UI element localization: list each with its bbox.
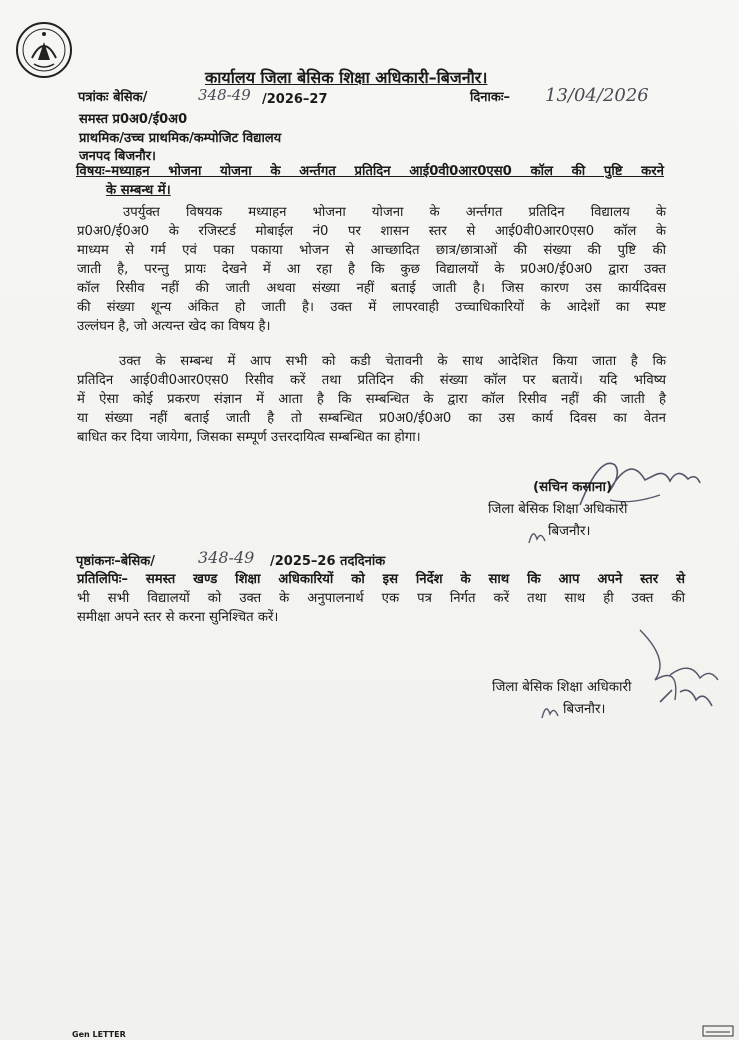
para1-line: उल्लंघन है, जो अत्यन्त खेद का विषय है। xyxy=(77,319,271,334)
copy-line: समीक्षा अपने स्तर से करना सुनिश्चित करें। xyxy=(77,610,279,625)
signatory-place: बिजनौर। xyxy=(548,524,591,539)
ref-year: /2026–27 xyxy=(262,92,328,107)
para2-line: में ऐसा कोई प्रकरण संज्ञान में आता है कि सम्बन्धित के द्वारा कॉल रिसीव नहीं की जाती है xyxy=(77,392,666,407)
endorsement-ref-suffix: /2025–26 तददिनांक xyxy=(270,554,386,569)
initial-mark-1 xyxy=(525,525,549,547)
copy-line: भी सभी विद्यालयों को उक्त के अनुपालनार्थ एक पत्र निर्गत करें तथा साथ ही उक्त की xyxy=(77,591,685,606)
addressee-line-3: जनपद बिजनौर। xyxy=(79,149,156,164)
body-paragraph-2 xyxy=(77,352,666,447)
para1-line: प्र0अ0/ई0अ0 के रजिस्टर्ड मोबाईल नं0 पर शासन स्तर से आई0वी0आर0एस0 कॉल के xyxy=(77,224,666,239)
signatory-designation: जिला बेसिक शिक्षा अधिकारी xyxy=(488,502,628,517)
initial-mark-2 xyxy=(538,700,562,722)
para2-line: प्रतिदिन आई0वी0आर0एस0 रिसीव करें तथा प्रतिदिन की संख्या कॉल पर बतायें। यदि भविष्य xyxy=(77,373,666,388)
date-handwritten: 13/04/2026 xyxy=(545,85,649,106)
date-label: दिनाकः– xyxy=(470,90,510,105)
ref-number-handwritten: 348-49 xyxy=(198,86,251,104)
para2-line: बाधित कर दिया जायेगा, जिसका सम्पूर्ण उत्तरदायित्व सम्बन्धित का होगा। xyxy=(77,430,421,445)
footer-label: Gen LETTER xyxy=(72,1030,126,1039)
endorsement-ref-number-handwritten: 348-49 xyxy=(198,548,255,567)
para1-line: कॉल रिसीव नहीं की जाती अथवा संख्या नहीं बताई जाती है। जिस कारण उस कार्यदिवस xyxy=(77,281,666,296)
addressee-line-1: समस्त प्र0अ0/ई0अ0 xyxy=(79,112,188,127)
signatory-name: (सचिन कसाना) xyxy=(533,480,613,495)
subject-line-1: विषयः–मध्याहन भोजना योजना के अर्न्तगत प्रतिदिन आई0वी0आर0एस0 कॉल की पुष्टि करने xyxy=(76,164,664,179)
signature-scribble-2 xyxy=(600,620,735,730)
para2-line: या संख्या नहीं बताई जाती है तो सम्बन्धित प्र0अ0/ई0अ0 का उस कार्य दिवस का वेतन xyxy=(77,411,666,426)
endorsement-ref-label: पृष्ठांकनः–बेसिक/ xyxy=(76,554,156,569)
ref-label: पत्रांकः बेसिक/ xyxy=(78,90,148,105)
body-paragraph-1 xyxy=(77,203,666,336)
signatory2-designation: जिला बेसिक शिक्षा अधिकारी xyxy=(492,680,632,695)
para1-line: की संख्या शून्य अंकित हो जाती है। उक्त में लापरवाही उच्चाधिकारियों के आदेशों का स्पष्ट xyxy=(77,300,666,315)
para1-line: उपर्युक्त विषयक मध्याहन भोजना योजना के अर्न्तगत प्रतिदिन विद्यालय के xyxy=(123,205,666,220)
footer-stamp-icon xyxy=(702,1024,734,1038)
office-title: कार्यालय जिला बेसिक शिक्षा अधिकारी–बिजनौर। xyxy=(205,68,488,87)
emblem-logo-icon xyxy=(14,20,74,80)
copy-line: प्रतिलिपिः– समस्त खण्ड शिक्षा अधिकारियों को इस निर्देश के साथ कि आप अपने स्तर से xyxy=(77,572,685,587)
signatory2-place: बिजनौर। xyxy=(563,702,606,717)
para1-line: जाती है, परन्तु प्रायः देखने में आ रहा है कि कुछ विद्यालयों के प्र0अ0/ई0अ0 द्वारा उक्त xyxy=(77,262,666,277)
subject-line-2: के सम्बन्ध में। xyxy=(106,183,171,198)
para2-line: उक्त के सम्बन्ध में आप सभी को कडी चेतावनी के साथ आदेशित किया जाता है कि xyxy=(119,354,666,369)
copy-instruction xyxy=(77,570,685,627)
addressee-line-2: प्राथमिक/उच्च प्राथमिक/कम्पोजिट विद्यालय xyxy=(79,131,282,146)
para1-line: माध्यम से गर्म एवं पका पकाया भोजन से आच्छादित छात्र/छात्राओं की संख्या की पुष्टि की xyxy=(77,243,666,258)
subject xyxy=(76,162,664,200)
